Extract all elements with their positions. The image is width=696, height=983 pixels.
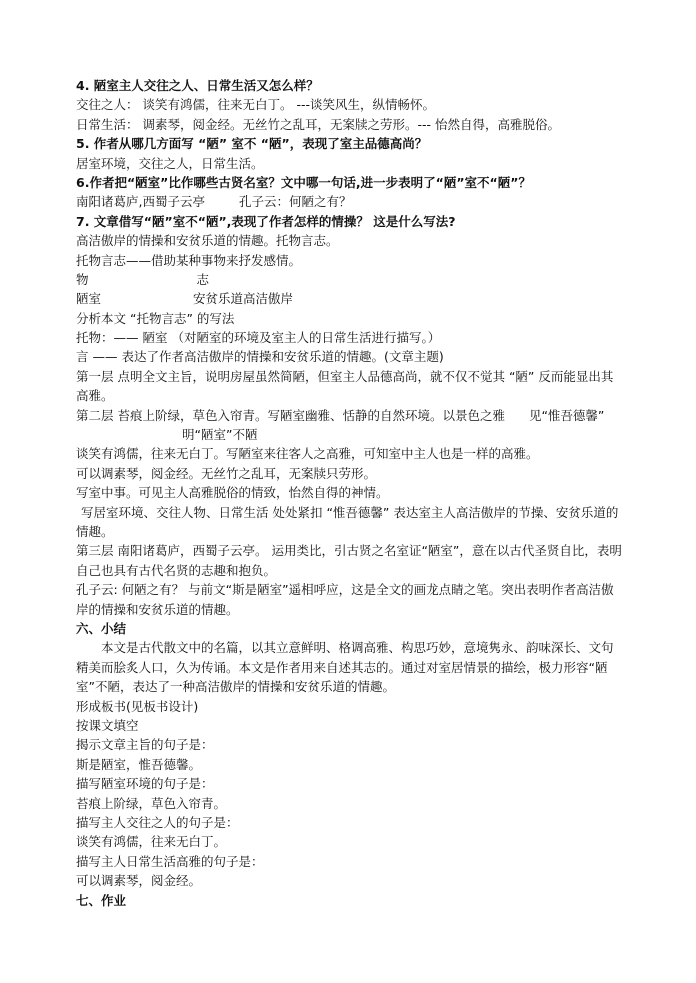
room-affairs-line: 写室中事。可见主人高雅脱俗的情致，怡然自得的神情。: [76, 485, 389, 501]
document-page: [76, 76, 624, 910]
confucius-paragraph: 孔子云: 何陋之有？ 与前文“斯是陋室”遥相呼应，这是全文的画龙点睛之笔。突出表明作者高洁傲岸的情操和安贫乐道的情趣。: [76, 582, 614, 617]
board-note: 形成板书(见板书设计): [76, 698, 199, 714]
visitors-line: 谈笑有鸿儒，往来无白丁。写陋室来往客人之高雅，可知室中主人也是一样的高雅。: [76, 446, 539, 462]
section-6-heading: 六、小结: [76, 621, 127, 637]
fill-prompt-visitors: 描写主人交往之人的句子是：: [76, 815, 239, 831]
question-4: 4. 陋室主人交往之人、日常生活又怎么样？: [76, 78, 319, 93]
fill-answer-visitors: 谈笑有鸿儒，往来无白丁。: [76, 834, 227, 850]
layer-2-conclusion: 见“惟吾德馨”: [528, 407, 605, 423]
answer-6: [76, 192, 624, 211]
layer-2-note: 明“陋室”不陋: [182, 427, 258, 443]
diagram-label-object: 物: [76, 271, 89, 287]
section-7-heading: 七、作业: [76, 892, 127, 908]
diagram-row-1: [76, 270, 624, 289]
answer-4-daily-life: 日常生活： 调素琴，阅金经。无丝竹之乱耳，无案牍之劳形。--- 怡然自得，高雅脱俗。: [76, 116, 560, 132]
answer-6-part-2: 孔子云：何陋之有？: [238, 194, 352, 210]
diagram-value-object: 陋室: [76, 291, 102, 307]
fill-prompt-daily-life: 描写主人日常生活高雅的句子是：: [76, 853, 264, 869]
conclusion-paragraph: 本文是古代散文中的名篇，以其立意鲜明、格调高雅、构思巧妙，意境隽永、韵味深长、文句精美而脍炙人口，久为传诵。本文是作者用来自述其志的。通过对室居情景的描绘，极力形容“陋室”不陋，表达了一种高洁傲岸的情操和安贫乐道的情趣。: [76, 640, 614, 695]
analysis-heading: 分析本文 “托物言志” 的写法: [76, 310, 235, 326]
daily-life-line: 可以调素琴，阅金经。无丝竹之乱耳，无案牍只劳形。: [76, 465, 377, 481]
summary-paragraph: 写居室环境、交往人物、日常生活 处处紧扣 “惟吾德馨” 表达室主人高洁傲岸的节操、安贫乐道的情趣。: [76, 504, 619, 540]
fill-prompt-environment: 描写陋室环境的句子是：: [76, 776, 214, 792]
answer-4-visitors: 交往之人： 谈笑有鸿儒，往来无白丁。 ---谈笑风生，纵情畅怀。: [76, 97, 435, 113]
fill-answer-daily-life: 可以调素琴，阅金经。: [76, 873, 202, 889]
layer-1-paragraph: 第一层 点明全文主旨，说明房屋虽然简陋，但室主人品德高尚，就不仅不觉其 “陋” 反而能显出其高雅。: [76, 368, 614, 404]
analysis-object: 托物：—— 陋室 （对陋室的环境及室主人的日常生活进行描写。）: [76, 330, 441, 346]
fill-answer-environment: 苔痕上阶绿，草色入帘青。: [76, 795, 227, 811]
fill-blank-heading: 按课文填空: [76, 718, 139, 734]
layer-2-line: [76, 406, 624, 425]
diagram-value-aspiration: 安贫乐道高洁傲岸: [192, 291, 293, 307]
answer-7: 高洁傲岸的情操和安贫乐道的情趣。托物言志。: [76, 233, 339, 249]
fill-prompt-theme: 揭示文章主旨的句子是：: [76, 737, 214, 753]
fill-answer-theme: 斯是陋室，惟吾德馨。: [76, 756, 202, 772]
question-7: 7. 文章借写“陋”室不“陋”,表现了作者怎样的情操？ 这是什么写法?: [76, 213, 456, 229]
diagram-label-aspiration: 志: [196, 271, 209, 287]
answer-5: 居室环境，交往之人，日常生活。: [76, 155, 264, 171]
definition-line: 托物言志——借助某种事物来抒发感情。: [76, 252, 302, 268]
analysis-aspiration: 言 —— 表达了作者高洁傲岸的情操和安贫乐道的情趣。(文章主题): [76, 349, 444, 365]
layer-2-text: 第二层 苔痕上阶绿，草色入帘青。写陋室幽雅、恬静的自然环境。以景色之雅: [76, 407, 505, 423]
question-6: 6.作者把“陋室”比作哪些古贤名室？文中哪一句话,进一步表明了“陋”室不“陋”？: [76, 174, 531, 190]
question-5: 5. 作者从哪几方面写 “陋” 室不 “陋”，表现了室主品德高尚？: [76, 136, 428, 152]
diagram-row-2: [76, 289, 624, 308]
layer-3-paragraph: 第三层 南阳诸葛庐，西蜀子云亭。 运用类比，引古贤之名室证“陋室”，意在以古代圣贤自比，表明自己也具有古代名贤的志趣和抱负。: [76, 543, 622, 578]
answer-6-part-1: 南阳诸葛庐,西蜀子云亭: [76, 194, 205, 210]
